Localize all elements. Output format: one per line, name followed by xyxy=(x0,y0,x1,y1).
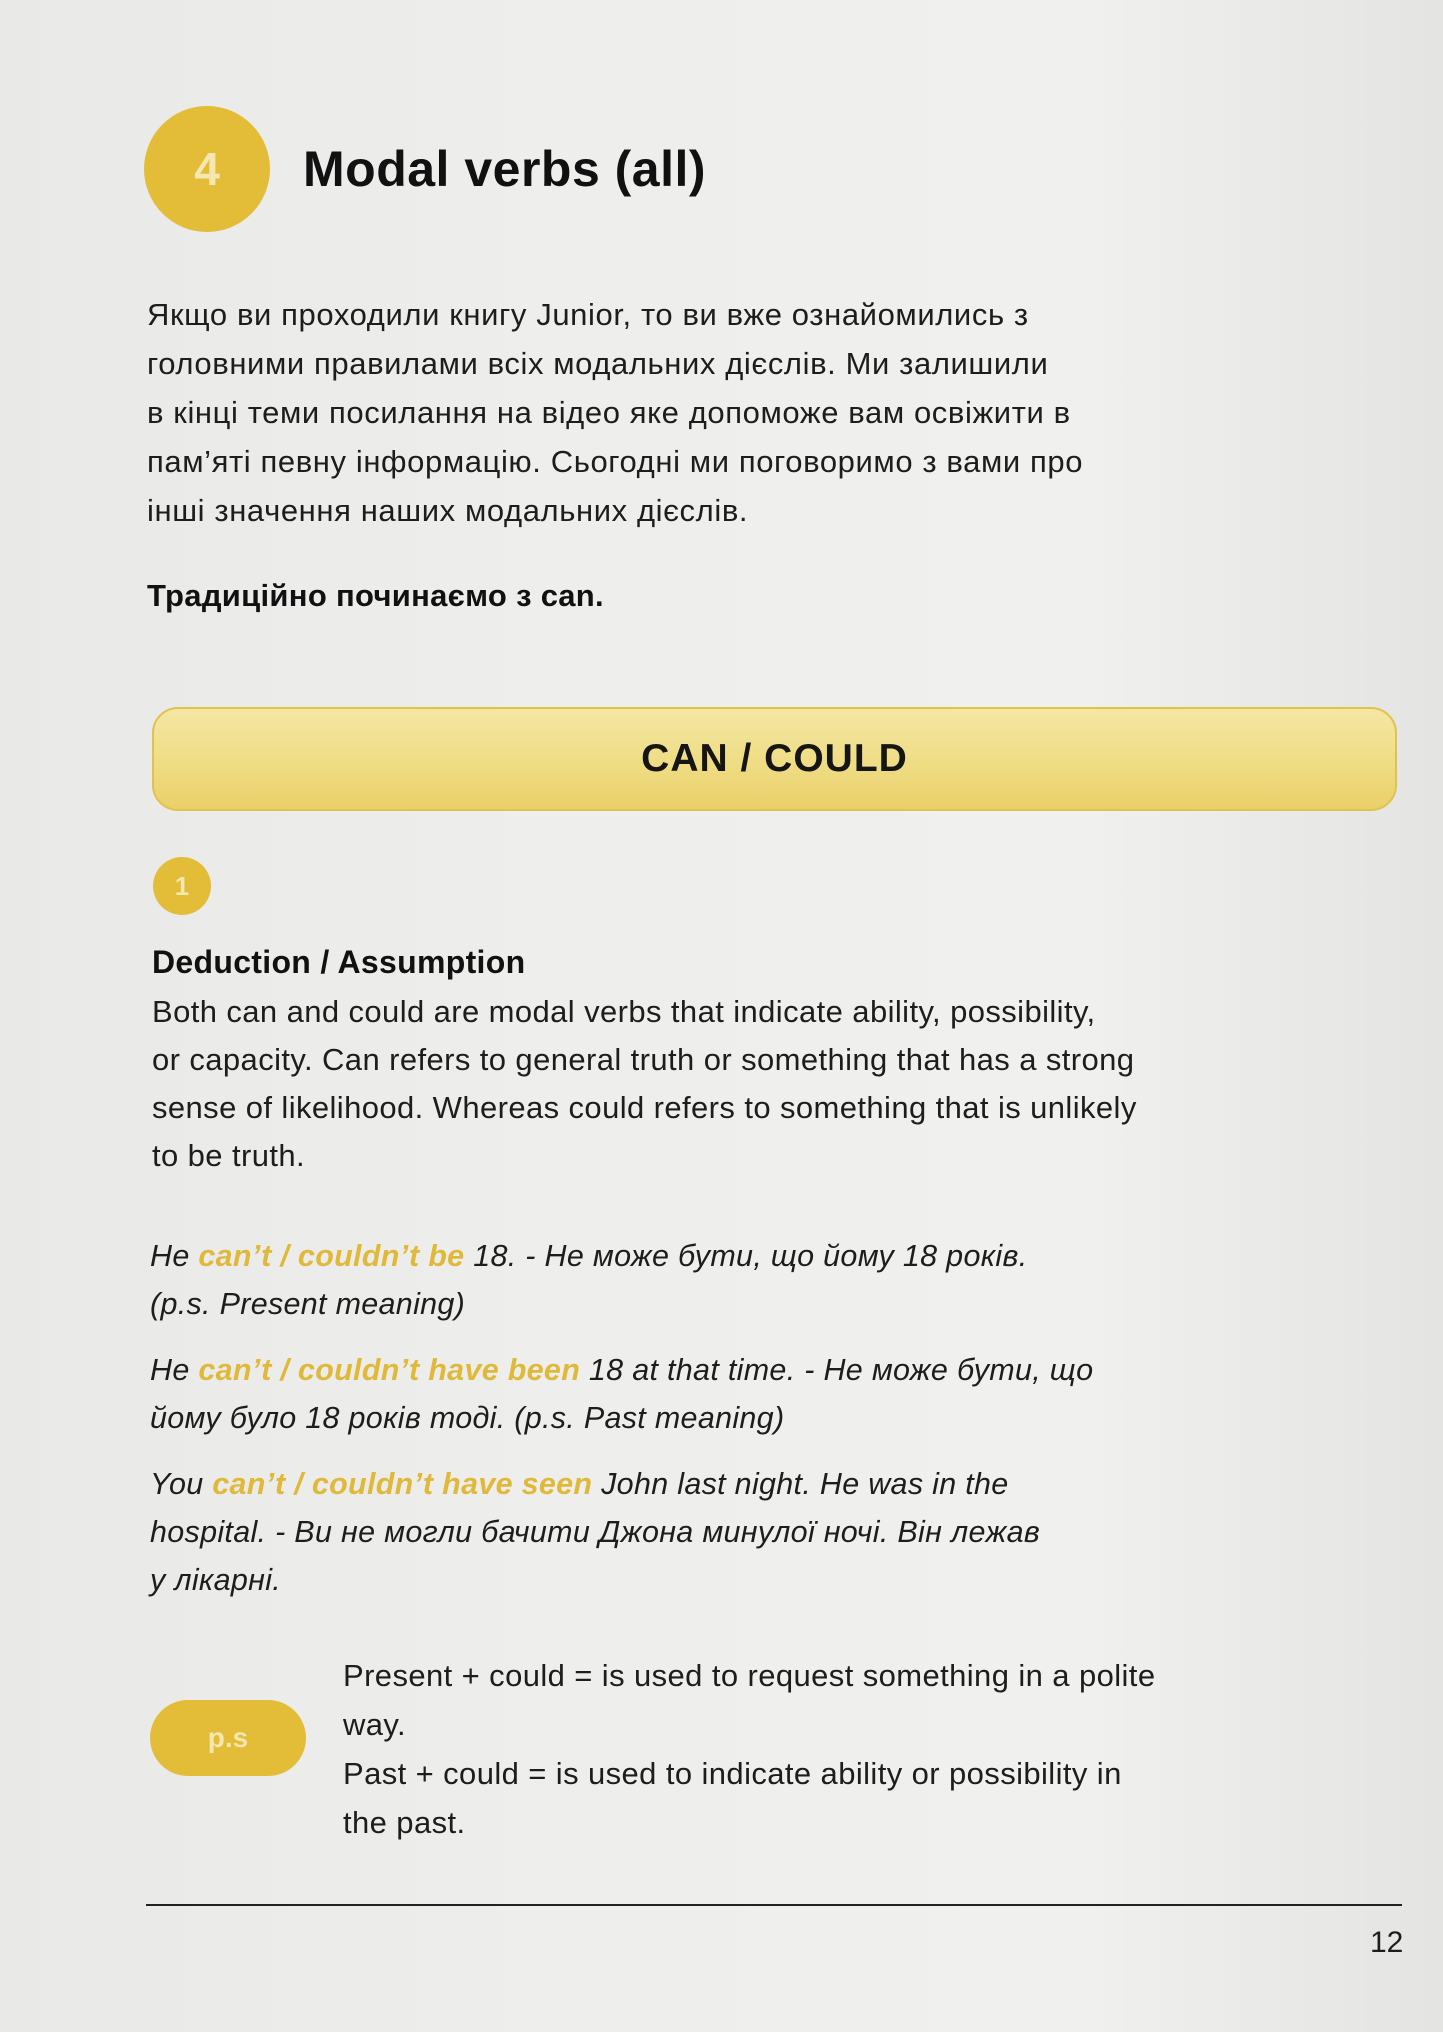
example-line: hospital. - Ви не могли бачити Джона минулої ночі. Він лежав xyxy=(150,1515,1041,1549)
example-line xyxy=(150,1346,1420,1394)
explanation-paragraph xyxy=(152,988,1432,1180)
footer-divider xyxy=(146,1904,1402,1906)
section-banner xyxy=(152,707,1397,811)
page-number: 12 xyxy=(1370,1926,1404,1959)
explanation-line: Both can and could are modal verbs that indicate ability, possibility, xyxy=(152,994,1096,1029)
example-post: John last night. He was in the xyxy=(592,1467,1009,1501)
example-highlight: can’t / couldn’t be xyxy=(198,1239,465,1273)
chapter-number: 4 xyxy=(194,143,220,195)
chapter-title: Modal verbs (all) xyxy=(303,141,707,197)
example-line xyxy=(150,1460,1420,1508)
explanation-line: to be truth. xyxy=(152,1138,306,1173)
explanation-line: or capacity. Can refers to general truth or something that has a strong xyxy=(152,1042,1135,1077)
example-line xyxy=(150,1232,1420,1280)
intro-line: пам’яті певну інформацію. Сьогодні ми поговоримо з вами про xyxy=(147,444,1084,479)
example-pre: He xyxy=(150,1239,199,1273)
intro-line: в кінці теми посилання на відео яке допоможе вам освіжити в xyxy=(147,395,1071,430)
intro-line: головними правилами всіх модальних дієслів. Ми залишили xyxy=(147,346,1049,381)
ps-label: p.s xyxy=(207,1722,249,1753)
intro-line: Якщо ви проходили книгу Junior, то ви вже ознайомились з xyxy=(147,297,1029,332)
example-pre: He xyxy=(150,1353,199,1387)
intro-line: інші значення наших модальних дієслів. xyxy=(147,493,749,528)
example-highlight: can’t / couldn’t have been xyxy=(198,1353,581,1387)
ps-badge xyxy=(150,1700,306,1776)
example-post: 18 at that time. - Не може бути, що xyxy=(580,1353,1094,1387)
intro-paragraph xyxy=(147,290,1387,535)
lead-sentence: Традиційно починаємо з can. xyxy=(147,578,604,613)
example-line: у лікарні. xyxy=(150,1563,282,1597)
ps-line: Present + could = is used to request something in a polite xyxy=(343,1658,1156,1693)
example-3 xyxy=(150,1460,1420,1604)
explanation-line: sense of likelihood. Whereas could refers to something that is unlikely xyxy=(152,1090,1137,1125)
item-number-badge xyxy=(153,857,211,915)
ps-line: the past. xyxy=(343,1805,466,1840)
example-pre: You xyxy=(150,1467,213,1501)
ps-line: Past + could = is used to indicate ability or possibility in xyxy=(343,1756,1122,1791)
example-line: йому було 18 років тоді. (p.s. Past meaning) xyxy=(150,1401,785,1435)
ps-note xyxy=(343,1651,1403,1847)
example-post: 18. - Не може бути, що йому 18 років. xyxy=(464,1239,1028,1273)
chapter-number-badge xyxy=(144,106,270,232)
subheading: Deduction / Assumption xyxy=(152,944,526,980)
example-1 xyxy=(150,1232,1420,1328)
example-highlight: can’t / couldn’t have seen xyxy=(212,1467,593,1501)
section-title: CAN / COULD xyxy=(641,737,908,780)
example-2 xyxy=(150,1346,1420,1442)
item-number: 1 xyxy=(174,870,190,901)
ps-line: way. xyxy=(343,1707,407,1742)
example-line: (p.s. Present meaning) xyxy=(150,1287,466,1321)
